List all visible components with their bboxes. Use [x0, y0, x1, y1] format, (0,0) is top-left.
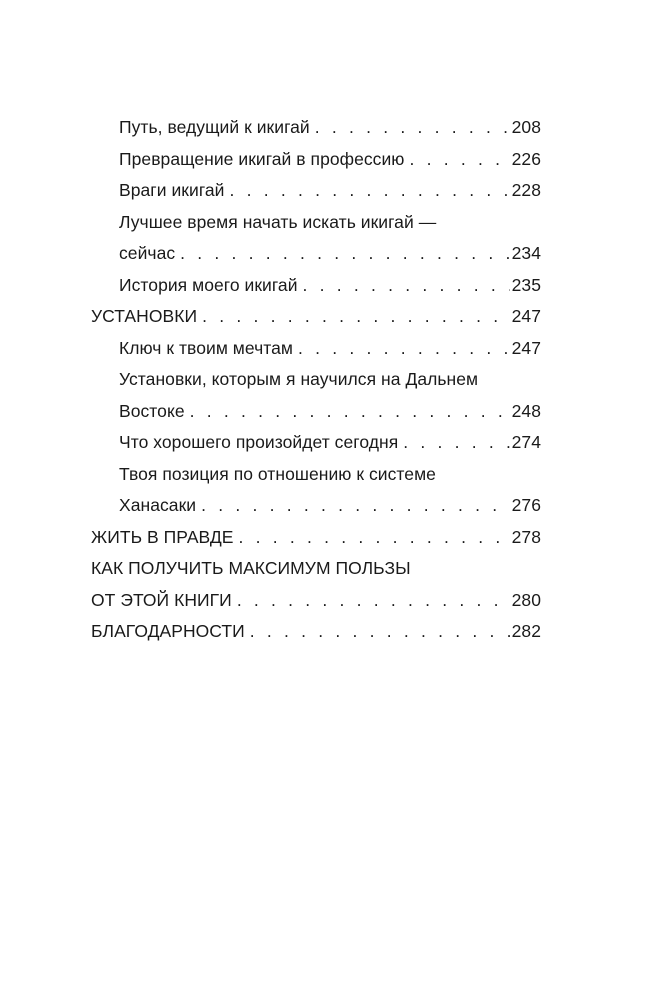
toc-chapter-entry — [91, 553, 541, 616]
toc-section-entry — [91, 427, 541, 459]
toc-entry-title-line: Лучшее время начать искать икигай — — [119, 211, 437, 232]
toc-section-entry — [91, 459, 541, 522]
dot-leader — [239, 522, 510, 554]
toc-page-number: 248 — [511, 400, 541, 421]
toc-entry-leader-line — [119, 112, 541, 144]
toc-entry-title: Враги икигай — [119, 180, 225, 200]
toc-section-entry — [91, 207, 541, 270]
toc-page-number: 208 — [511, 117, 541, 137]
dot-leader — [403, 427, 509, 459]
toc-entry-title: История моего икигай — [119, 274, 298, 295]
toc-entry-title: Востоке — [119, 400, 185, 421]
toc-entry-leader-line — [119, 270, 541, 302]
toc-entry-title: Превращение икигай в профессию — [119, 148, 405, 169]
toc-section-entry — [91, 112, 541, 144]
toc-entry-title: Ханасаки — [119, 495, 197, 515]
toc-entry-leader-line — [119, 396, 541, 428]
toc-entry-leader-line — [119, 238, 541, 270]
toc-page-number: 235 — [511, 274, 541, 295]
toc-section-entry — [91, 333, 541, 365]
dot-leader — [237, 585, 510, 617]
toc-entry-title: Ключ к твоим мечтам — [119, 337, 293, 358]
toc-entry-title: УСТАНОВКИ — [91, 306, 198, 326]
toc-section-entry — [91, 175, 541, 207]
toc-entry-leader-line — [91, 585, 541, 617]
dot-leader — [202, 301, 510, 333]
dot-leader — [180, 238, 509, 270]
toc-entry-leader-line — [119, 144, 541, 176]
toc-page-number: 226 — [511, 148, 541, 169]
dot-leader — [201, 490, 510, 522]
dot-leader — [229, 175, 509, 207]
toc-chapter-entry — [91, 301, 541, 333]
table-of-contents — [91, 112, 541, 648]
toc-section-entry — [91, 144, 541, 176]
toc-entry-title: Что хорошего произойдет сегодня — [119, 432, 399, 452]
dot-leader — [250, 616, 510, 648]
toc-entry-title: ЖИТЬ В ПРАВДЕ — [91, 526, 234, 547]
toc-chapter-entry — [91, 616, 541, 648]
toc-page-number: 247 — [511, 306, 541, 326]
toc-entry-title: Путь, ведущий к икигай — [119, 117, 310, 137]
toc-entry-leader-line — [119, 427, 541, 459]
toc-entry-leader-line — [119, 333, 541, 365]
toc-page-number: 276 — [511, 495, 541, 515]
toc-page-number: 282 — [511, 621, 541, 641]
dot-leader — [409, 144, 509, 176]
toc-page-number: 228 — [511, 180, 541, 200]
toc-entry-title-line: Твоя позиция по отношению к системе — [119, 463, 436, 484]
toc-entry-leader-line — [91, 522, 541, 554]
toc-section-entry — [91, 270, 541, 302]
toc-chapter-entry — [91, 522, 541, 554]
dot-leader — [190, 396, 510, 428]
dot-leader — [298, 333, 510, 365]
toc-entry-leader-line — [119, 175, 541, 207]
toc-entry-title: ОТ ЭТОЙ КНИГИ — [91, 589, 232, 610]
toc-entry-title-line: КАК ПОЛУЧИТЬ МАКСИМУМ ПОЛЬЗЫ — [91, 558, 411, 578]
toc-entry-title: БЛАГОДАРНОСТИ — [91, 621, 245, 641]
toc-entry-leader-line — [91, 616, 541, 648]
toc-entry-title-line: Установки, которым я научился на Дальнем — [119, 369, 479, 389]
toc-entry-title: сейчас — [119, 243, 176, 263]
toc-entry-leader-line — [91, 301, 541, 333]
toc-page-number: 280 — [511, 589, 541, 610]
toc-page-number: 278 — [511, 526, 541, 547]
toc-page-number: 274 — [511, 432, 541, 452]
dot-leader — [315, 112, 510, 144]
dot-leader — [303, 270, 510, 302]
toc-section-entry — [91, 364, 541, 427]
toc-entry-leader-line — [119, 490, 541, 522]
toc-page-number: 234 — [511, 243, 541, 263]
toc-page-number: 247 — [511, 337, 541, 358]
